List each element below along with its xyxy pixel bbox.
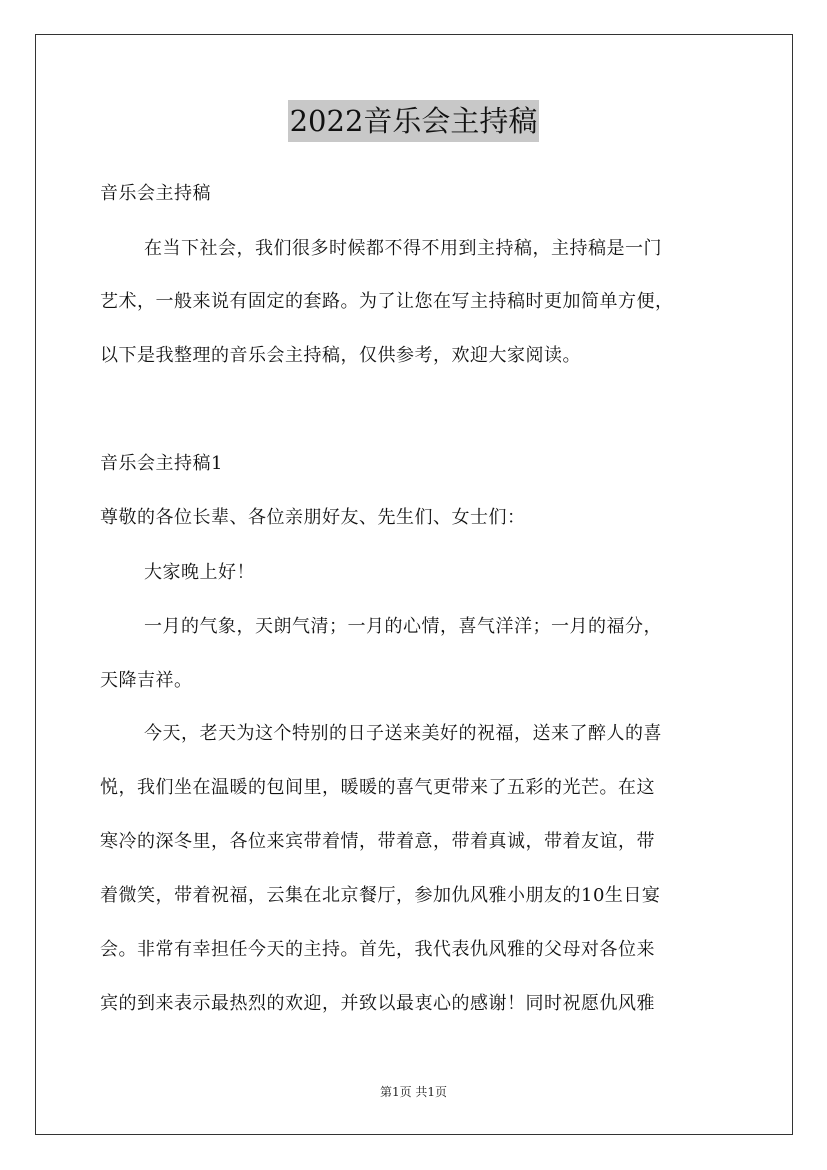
paragraph-line: 悦，我们坐在温暖的包间里，暖暖的喜气更带来了五彩的光芒。在这 <box>100 777 655 798</box>
paragraph-line: 着微笑，带着祝福，云集在北京餐厅，参加仇风雅小朋友的10生日宴 <box>100 885 661 906</box>
page-number-footer: 第1页 共1页 <box>379 1085 448 1099</box>
paragraph-line: 艺术，一般来说有固定的套路。为了让您在写主持稿时更加简单方便， <box>100 291 674 312</box>
paragraph-line: 一月的气象，天朗气清；一月的心情，喜气洋洋；一月的福分， <box>144 616 662 637</box>
paragraph-line: 大家晚上好！ <box>144 562 255 583</box>
title-container <box>0 100 827 142</box>
document-title: 2022音乐会主持稿 <box>288 100 540 142</box>
paragraph-line: 宾的到来表示最热烈的欢迎，并致以最衷心的感谢！同时祝愿仇风雅 <box>100 993 655 1014</box>
paragraph-line: 以下是我整理的音乐会主持稿，仅供参考，欢迎大家阅读。 <box>100 345 581 366</box>
paragraph-line: 今天，老天为这个特别的日子送来美好的祝福，送来了醉人的喜 <box>144 723 662 744</box>
paragraph-line: 尊敬的各位长辈、各位亲朋好友、先生们、女士们： <box>100 507 526 528</box>
section-heading: 音乐会主持稿 <box>100 183 211 204</box>
section-heading: 音乐会主持稿1 <box>100 453 223 474</box>
paragraph-line: 天降吉祥。 <box>100 670 193 691</box>
paragraph-line: 会。非常有幸担任今天的主持。首先，我代表仇风雅的父母对各位来 <box>100 939 655 960</box>
paragraph-line: 在当下社会，我们很多时候都不得不用到主持稿，主持稿是一门 <box>144 238 662 259</box>
paragraph-line: 寒冷的深冬里，各位来宾带着情，带着意，带着真诚，带着友谊，带 <box>100 831 655 852</box>
